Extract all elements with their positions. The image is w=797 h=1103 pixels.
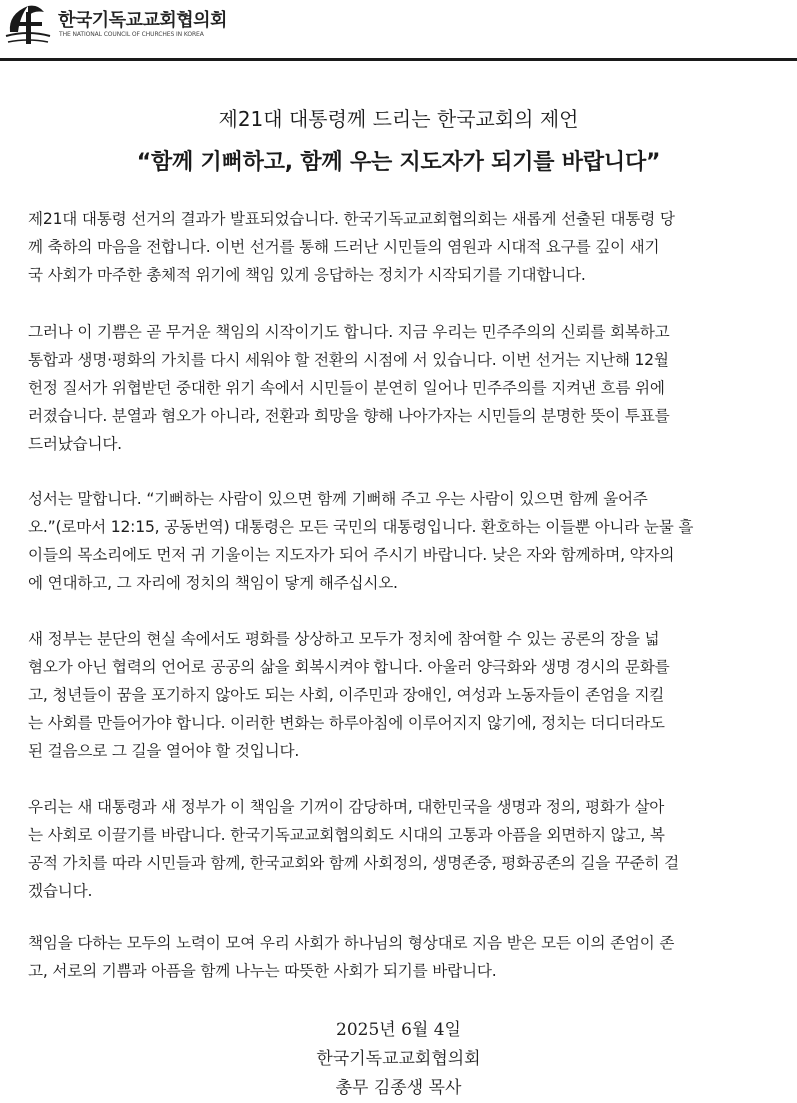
text-line: 드러났습니다. bbox=[28, 435, 122, 453]
text-line: 겠습니다. bbox=[28, 882, 93, 900]
letter-body bbox=[28, 205, 797, 985]
text-line: 러졌습니다. 분열과 혐오가 아니라, 전환과 희망을 향해 나아가자는 시민들의 분명한 뜻이 투표를 bbox=[28, 407, 670, 425]
text-line: 공적 가치를 따라 시민들과 함께, 한국교회와 함께 사회정의, 생명존중, 평화공존의 길을 꾸준히 걸 bbox=[28, 854, 680, 872]
text-line: 제21대 대통령 선거의 결과가 발표되었습니다. 한국기독교교회협의회는 새롭게 선출된 대통령 당 bbox=[28, 210, 675, 228]
text-line: 그러나 이 기쁨은 곧 무거운 책임의 시작이기도 합니다. 지금 우리는 민주주의의 신뢰를 회복하고 bbox=[28, 323, 670, 341]
org-name-english: THE NATIONAL COUNCIL OF CHURCHES IN KOREA bbox=[59, 31, 204, 38]
cross-dove-logo-icon bbox=[4, 2, 52, 48]
paragraph-1 bbox=[28, 205, 797, 289]
paragraph-3 bbox=[28, 485, 797, 597]
paragraph-6 bbox=[28, 929, 797, 985]
text-line: 국 사회가 마주한 총체적 위기에 책임 있게 응답하는 정치가 시작되기를 기대합니다. bbox=[28, 266, 586, 284]
text-line: 헌정 질서가 위협받던 중대한 위기 속에서 시민들이 분연히 일어나 민주주의를 지켜낸 흐름 위에 bbox=[28, 379, 665, 397]
text-line: 고, 서로의 기쁨과 아픔을 함께 나누는 따뜻한 사회가 되기를 바랍니다. bbox=[28, 962, 497, 980]
header-rule bbox=[0, 58, 797, 61]
text-line: 는 사회로 이끌기를 바랍니다. 한국기독교교회협의회도 시대의 고통과 아픔을 외면하지 않고, 복 bbox=[28, 826, 665, 844]
text-line: 께 축하의 마음을 전합니다. 이번 선거를 통해 드러난 시민들의 염원과 시대적 요구를 깊이 새기 bbox=[28, 238, 660, 256]
text-line: 성서는 말합니다. “기뻐하는 사람이 있으면 함께 기뻐해 주고 우는 사람이 있으면 함께 울어주 bbox=[28, 490, 648, 508]
text-line: 책임을 다하는 모두의 노력이 모여 우리 사회가 하나님의 형상대로 지음 받은 모든 이의 존엄이 존 bbox=[28, 934, 675, 952]
text-line: 오.”(로마서 12:15, 공동번역) 대통령은 모든 국민의 대통령입니다. 환호하는 이들뿐 아니라 눈물 흘 bbox=[28, 518, 694, 536]
signer-name: 총무 김종생 목사 bbox=[335, 1078, 462, 1098]
document-subtitle: “함께 기뻐하고, 함께 우는 지도자가 되기를 바랍니다” bbox=[136, 150, 661, 175]
org-name-korean: 한국기독교교회협의회 bbox=[58, 10, 227, 31]
text-line: 혐오가 아닌 협력의 언어로 공공의 삶을 회복시켜야 합니다. 아울러 양극화와 생명 경시의 문화를 bbox=[28, 658, 670, 676]
text-line: 된 걸음으로 그 길을 열어야 할 것입니다. bbox=[28, 742, 300, 760]
text-line: 새 정부는 분단의 현실 속에서도 평화를 상상하고 모두가 정치에 참여할 수 있는 공론의 장을 넓 bbox=[28, 630, 660, 648]
signature-block bbox=[0, 1016, 797, 1103]
text-line: 이들의 목소리에도 먼저 귀 기울이는 지도자가 되어 주시기 바랍니다. 낮은 자와 함께하며, 약자의 bbox=[28, 546, 675, 564]
paragraph-4 bbox=[28, 625, 797, 765]
document-title: 제21대 대통령께 드리는 한국교회의 제언 bbox=[218, 107, 579, 131]
paragraph-5 bbox=[28, 793, 797, 905]
letterhead bbox=[0, 0, 797, 60]
text-line: 는 사회를 만들어가야 합니다. 이러한 변화는 하루아침에 이루어지지 않기에, 정치는 더디더라도 bbox=[28, 714, 665, 732]
issue-date: 2025년 6월 4일 bbox=[336, 1020, 461, 1040]
text-line: 통합과 생명·평화의 가치를 다시 세워야 할 전환의 시점에 서 있습니다. 이번 선거는 지난해 12월 bbox=[28, 351, 669, 369]
text-line: 에 연대하고, 그 자리에 정치의 책임이 닿게 해주십시오. bbox=[28, 574, 398, 592]
text-line: 고, 청년들이 꿈을 포기하지 않아도 되는 사회, 이주민과 장애인, 여성과 노동자들이 존엄을 지킬 bbox=[28, 686, 665, 704]
paragraph-2 bbox=[28, 318, 797, 458]
signing-organization: 한국기독교교회협의회 bbox=[316, 1049, 481, 1069]
text-line: 우리는 새 대통령과 새 정부가 이 책임을 기꺼이 감당하며, 대한민국을 생명과 정의, 평화가 살아 bbox=[28, 798, 665, 816]
